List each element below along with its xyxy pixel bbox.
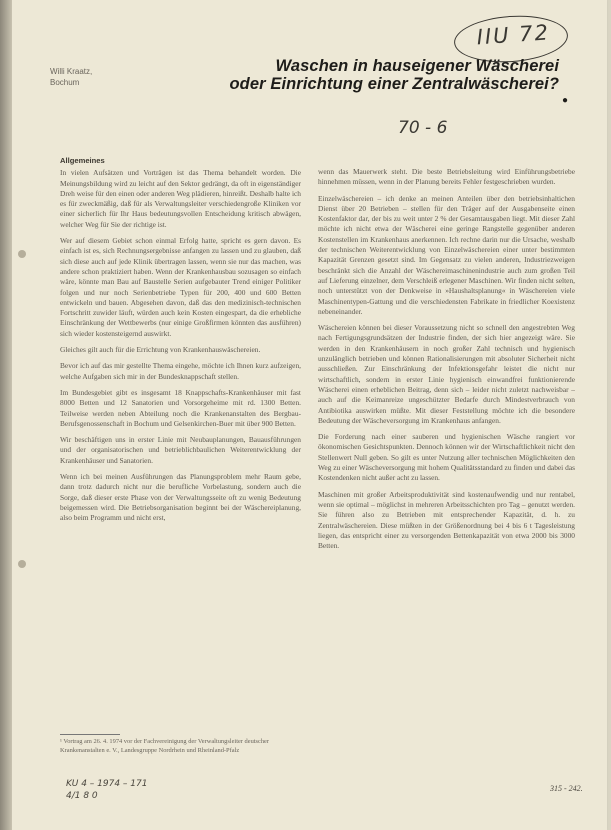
paragraph: Die Forderung nach einer sauberen und hygienischen Wäsche rangiert vor ökonomischen Gesichtspunkten. Dennoch können wir der Wirtschaftlichkeit nicht den Stellenwert Null geben. So gilt es unter Nutzung aller technischen Möglichkeiten den Weg zu einer Wäscheversorgung mit hohem Qualitätsstandard zu finden und dabei das Kostendenken nicht außer acht zu lassen.: [318, 432, 575, 483]
paragraph: Wäschereien können bei dieser Voraussetzung nicht so schnell den angestrebten Weg nach Fertigungsgrundsätzen der Industrie finden, der sich hier angezeigt wäre. Sie werden in den Krankenhäusern in noch großer Zahl technisch und hygienisch unzulänglich betrieben und können Rationalisierungen mit absoluter Sicherheit nicht ausschließen. Zur Einschränkung der Infektionsgefahr leistet die nicht nur wirtschaftlich, sondern in erster Linie hygienisch einwandfrei funktionierende Wäscherei einen erheblichen Beitrag, denn sich – leider nicht zuletzt nachweisbar – auch auf die Keimanreize ungeschützter Bedarfe durch Mindestverbrauch von Antibiotika auswirken müßte. Mit dieser Feststellung möchte ich die besondere Bedeutung der Wäscheversorgung im Krankenhaus anfangen.: [318, 323, 575, 425]
handwritten-line-2: 4/1 8 0: [66, 791, 98, 801]
paragraph: Wenn ich bei meinen Ausführungen das Planungsproblem mehr Raum gebe, dann trotz dadurch nicht nur die berufliche Vorbelastung, sondern auch die Sorge, daß dieser erste Phase von der Verwaltungsseite oft zu wenig Bedeutung beigemessen wird. Die Betriebsorganisation beginnt bei der Wäschereiplanung, also beim Programm und nicht erst,: [60, 472, 301, 523]
right-column: [318, 167, 575, 557]
author-block: [50, 66, 92, 88]
section-heading: Allgemeines: [60, 156, 105, 165]
title-line-2: oder Einrichtung einer Zentralwäscherei?: [229, 75, 559, 93]
handwritten-annotation: [66, 778, 147, 802]
paragraph: Bevor ich auf das mir gestellte Thema eingehe, möchte ich Ihnen kurz aufzeigen, welche Aufgaben sich mir in der Bundesknappschaft stellen.: [60, 361, 301, 381]
stamp-text: IIU 72: [475, 20, 551, 50]
paragraph: Einzelwäschereien – ich denke an meinen Anteilen über den betriebsinhaltichen Dienst über 20 Betrieben – stellen für den Träger auf der Ausgabenseite einen Kostenfaktor dar, der bis zu weit unter 2 % der Gesamtausgaben liegt. Mit dieser Zahl möchte ich nicht etwa der Wäscherei eine geringe Rangstelle gegenüber anderen Kostenstellen im Krankenhaus anerkennen. Ich rechne darin nur die Ursache, weshalb der technischen Weiterentwicklung von Einzelwäschereien einer unter bestimmten Kapazität Grenzen gesetzt sind. Im Gegensatz zu vielen anderen, Industriezweigen beschränkt sich die Anzahl der Wäschereimaschinenindustrie auch zum großen Teil auf Lieferung einzelner, dem Verschleiß erlegener Maschinen. Wir finden nicht selten, noch unterstützt von der Denkweise in »Haushaltsplanung« in Wäschereien viele Maschinentypen-Gattung und die verschiedensten Fabrikate in friedlicher Koexistenz nebeneinander.: [318, 193, 575, 316]
paragraph: wenn das Mauerwerk steht. Die beste Betriebsleitung wird Einführungsbetriebe hinnehmen müssen, wenn in der Planung bereits Fehler festgeschrieben wurden.: [318, 167, 575, 187]
left-column: [60, 156, 301, 530]
author-name: Willi Kraatz,: [50, 67, 93, 76]
footnote-text: ¹ Vortrag am 26. 4. 1974 vor der Fachvereinigung der Verwaltungsleiter deutscher Krankenanstalten e. V., Landesgruppe Nordrhein und Rheinland-Pfalz: [60, 738, 270, 754]
title-line-1: Waschen in hauseigener Wäscherei: [275, 57, 559, 75]
article-title: [230, 57, 560, 93]
footnote-rule: [60, 734, 120, 735]
paragraph: Gleiches gilt auch für die Errichtung von Krankenhauswäschereien.: [60, 345, 261, 355]
paragraph: Wir beschäftigen uns in erster Linie mit Neubauplanungen, Bauausführungen und der organisatorischen und betrieblichbaulichen Weiterentwicklung der Krankenhäuser und Sanatorien.: [60, 435, 301, 465]
paragraph: In vielen Aufsätzen und Vorträgen ist das Thema behandelt worden. Die Meinungsbildung wird zu leicht auf den Sektor gedrängt, da oft in eigenständiger Dreh weise für den einen oder anderen Weg plädieren, hinreißt. Deshalb halte ich es für zweckmäßig, daß für als Verwaltungsleiter verschiedengroße Kliniken vor einer sicherlich für Ihr Haus bedeutungsvollen Entscheidung kritisch abwägen, welcher Weg für Sie der richtige ist.: [60, 168, 301, 229]
footnote: [60, 738, 300, 755]
binding-edge: [0, 0, 12, 830]
title-bullet: ●: [562, 95, 569, 106]
handwritten-number: 70 - 6: [398, 118, 448, 138]
punch-hole-top: [18, 250, 26, 258]
handwritten-line-1: KU 4 – 1974 – 171: [66, 779, 148, 789]
punch-hole-bottom: [18, 560, 26, 568]
paragraph: Maschinen mit großer Arbeitsproduktivität sind kostenaufwendig und nur rentabel, wenn sie optimal – möglichst in mehreren Arbeitsschichten pro Tag – genutzt werden. Sie führen also zu Betrieben mit entsprechender Kapazität, d. h. zu Zentralwäschereien. Diese müßten in der Größenordnung bei 4 bis 6 t Tagesleistung liegen, das entspricht einer zu versorgenden Bettenkapazität von etwa 2000 bis 3000 Betten.: [318, 489, 575, 551]
paragraph: Wer auf diesem Gebiet schon einmal Erfolg hatte, spricht es gern davon. Es einfach ist es, sich Rechnungsergebnisse anfangen zu lassen und zu glauben, daß sich diese auch auf jede Klinik übertragen lassen, wenn sie nur das machen, was andere schon praktiziert haben. Wenn der Krankenhausbau sozusagen so einfach wäre, könnte man Bau auf Baustelle Serien aufgebauter Trend einiger Politiker folgen und nur noch Serienbetriebe Typen für 200, 400 und 600 Betten entwickeln und bauen. Abgesehen davon, daß das den medizinisch-technischen Fortschritt zuwider läuft, würden auch kein Kosten eingespart, da die erhebliche Einschränkung der Wettbewerbs (nur einige Großfirmen könnten das ausführen) sich wieder kostensteigernd auswirkt.: [60, 236, 301, 338]
page-number: 315 - 242.: [550, 784, 583, 793]
paragraph: Im Bundesgebiet gibt es insgesamt 18 Knappschafts-Krankenhäuser mit fast 8000 Betten und 12 Sanatorien und Vorsorgeheime mit rd. 1300 Betten. Teilweise werden neben Abteilung noch die Krankenanstalten des Bergbau-Berufsgenossenschaft in Bochum und Gelsenkirchen-Buer mit über 900 Betten.: [60, 387, 301, 428]
author-city: Bochum: [50, 78, 80, 87]
